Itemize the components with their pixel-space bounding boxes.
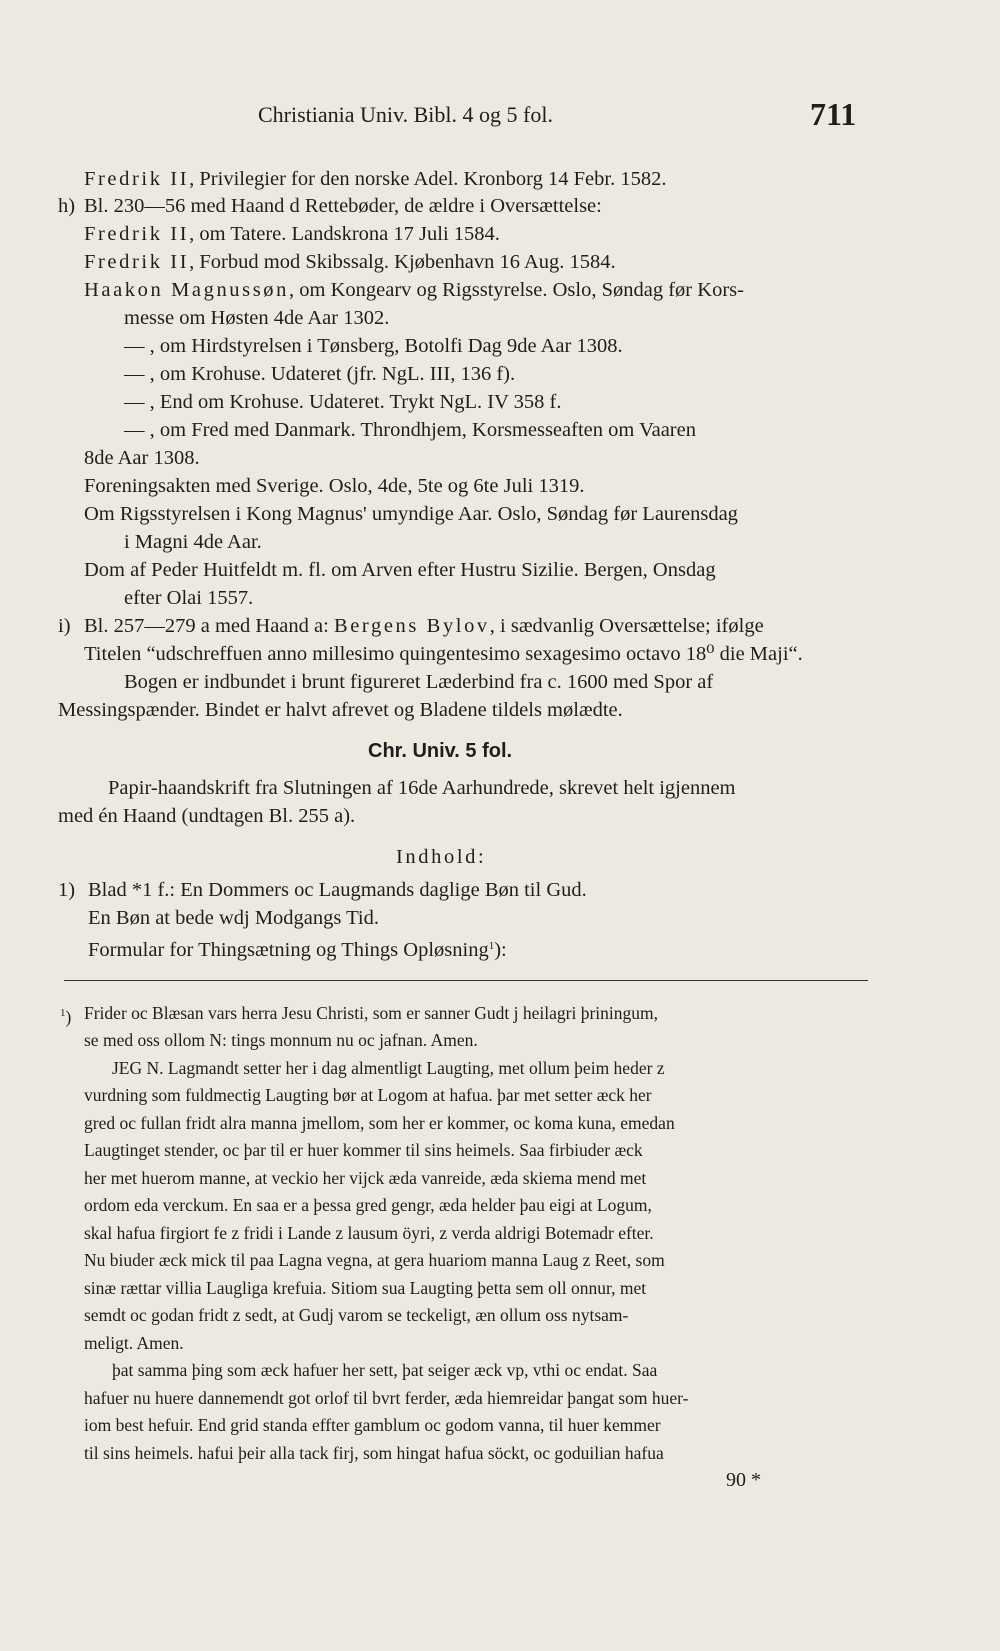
page-number: 711 [810,96,857,132]
entry-label: h) [58,195,76,217]
running-title: Christiania Univ. Bibl. 4 og 5 fol. [258,102,553,127]
signature-mark: 90 * [726,1469,761,1491]
item-label: 1) [58,879,76,901]
footnote-marker: 1 [60,1007,66,1019]
section-heading: Chr. Univ. 5 fol. [368,740,513,762]
document-page: Christiania Univ. Bibl. 4 og 5 fol. 711 Fredrik II, Privilegier for den norske Adel. Kronborg 14 Febr. 1582. h) Bl. 230—56 med Haand d Rettebøder, de ældre i Oversættelse: Fredrik II, om Tatere. Landskrona 17 Juli 1584. Fredrik II, Forbud mod Skibssalg. Kjøbenhavn 16 Aug. 1584. Haakon Magnussøn, om Kongearv og Rigsstyrelse. Oslo, Søndag før Kors- messe om Høsten 4de Aar 1302. — , om Hirdstyrelsen i Tønsberg, Botolfi Dag 9de Aar 1308. — , om Krohuse. Udateret (jfr. NgL. III, 136 f). — , End om Krohuse. Udateret. Trykt NgL. IV 358 f. — , om Fred med Danmark. Throndhjem, Korsmesseaften om Vaaren 8de Aar 1308. Foreningsakten med Sverige. Oslo, 4de, 5te og 6te Juli 1319. Om Rigsstyrelsen i Kong Magnus' umyndige Aar. Oslo, Søndag før Laurensdag i Magni 4de Aar. Dom af Peder Huitfeldt m. fl. om Arven efter Hustru Sizilie. Bergen, Onsdag efter Olai 1557. i) Bl. 257—279 a med Haand a: Bergens Bylov, i sædvanlig Oversættelse; ifølge Titelen “udschreffuen anno millesimo quingentesimo sexagesimo octavo 18⁰ die Maji“. Bogen er indbundet i brunt figureret Læderbind fra c. 1600 med Spor af Messingspænder. Bindet er halvt afrevet og Bladene tildels mølædte. Chr. Univ. 5 fol. Papir-haandskrift fra Slutningen af 16de Aarhundrede, skrevet helt igjennem med én Haand (undtagen Bl. 255 a). Indhold: 1) Blad *1 f.: En Dommers oc Laugmands daglige Bøn til Gud. En Bøn at bede wdj Modgangs Tid. Formular for Thingsætning og Things Opløsning$^1$): $^1$) Frider oc Blæsan vars herra Jesu Christi, som er sanner Gudt j heilagri þriningum, se med oss ollom N: tings monnum nu oc jafnan. Amen. JEG N. Lagmandt setter her i dag almentligt Laugting, met ollum þeim heder z vurdning som fuldmectig Laugting bør at Logom at hafua. þar met setter æck her gred oc fullan fridt alra manna jmellom, som her er kommer, oc koma kuna, emedan Laugtinget stender, oc þar til er huer kommer til sins heimels. Saa firbiuder æck her met huerom manne, at veckio her vijck æda vanreide, æda skiema mend met ordom eda verckum. En saa er a þessa gred gengr, æda helder þau eigi at Logum, skal hafua firgiort fe z fridi i Lande z lausum öyri, z verda aldrigi Botemadr efter. Nu biuder æck mick til paa Lagna vegna, at gera huariom manna Laug z Reet, som sinæ rættar villia Laugliga krefuia. Sitiom sua Laugting þetta sem oll onnur, met semdt oc godan fridt z sedt, at Gudj varom se teckeligt, æn ollum oss nytsam- meligt. Amen. þat samma þing som æck hafuer her sett, þat seiger æck vp, vthi oc endat. Saa hafuer nu huere dannemendt got orlof til bvrt ferder, æda hiemreidar þangat som huer- iom best hefuir. End grid standa effter gamblum oc godom vanna, til huer kemmer til sins heimels. hafui þeir alla tack firj, som hingat hafua söckt, oc goduilian hafua 90 * [0,0,1000,1651]
contents-heading: Indhold: [396,846,487,868]
entry-label: i) [58,615,71,637]
footnote-divider [64,980,868,981]
footnote-ref: 1 [488,940,495,952]
